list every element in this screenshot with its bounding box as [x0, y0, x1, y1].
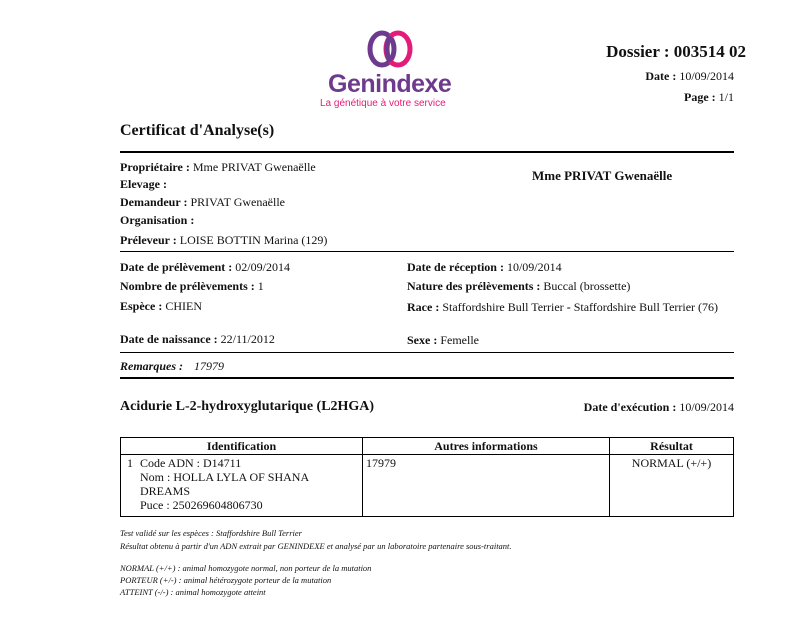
divider	[120, 377, 734, 379]
remarks-value: 17979	[194, 359, 224, 373]
divider	[120, 251, 734, 252]
race-value-a: Staffordshire Bull Terrier	[442, 300, 564, 314]
owner-line-proprietaire	[120, 160, 316, 175]
nombre-label: Nombre de prélèvements :	[120, 279, 255, 293]
nom-line2: DREAMS	[140, 484, 191, 498]
dossier-page-value: 1/1	[718, 90, 734, 104]
execution-date-value: 10/09/2014	[679, 400, 734, 414]
owner-line-preleveur	[120, 233, 327, 248]
header-autres-informations: Autres informations	[363, 438, 610, 455]
note-obtained: Résultat obtenu à partir d'un ADN extrait par GENINDEXE et analysé par un laboratoire partenaire sous-traitant.	[120, 541, 512, 551]
execution-date-label: Date d'exécution :	[583, 400, 677, 414]
dossier-date-label: Date :	[645, 69, 677, 83]
remarks-label: Remarques :	[120, 359, 183, 373]
dossier-page	[684, 90, 734, 105]
resultat-cell: NORMAL (+/+)	[610, 455, 734, 517]
nature-value: Buccal (brossette)	[543, 279, 631, 293]
race-value-c: (76)	[698, 300, 719, 314]
naissance-label: Date de naissance :	[120, 332, 218, 346]
espece-value: CHIEN	[165, 299, 202, 313]
date-prelevement	[120, 260, 290, 275]
note-validated: Test validé sur les espèces : Staffordshire Bull Terrier	[120, 528, 302, 538]
sexe	[407, 333, 479, 348]
nature-label: Nature des prélèvements :	[407, 279, 541, 293]
elevage-label: Elevage :	[120, 177, 167, 191]
espece-label: Espèce :	[120, 299, 163, 313]
results-table	[120, 437, 734, 517]
certificate-title: Certificat d'Analyse(s)	[120, 122, 275, 139]
legend-normal: NORMAL (+/+) : animal homozygote normal, non porteur de la mutation	[120, 563, 372, 573]
execution-date	[584, 400, 734, 415]
naissance-value: 22/11/2012	[220, 332, 275, 346]
proprietaire-label: Propriétaire :	[120, 160, 190, 174]
date-prelevement-value: 02/09/2014	[235, 260, 290, 274]
remarks	[120, 359, 224, 374]
code-adn: Code ADN : D14711	[140, 456, 242, 470]
legend-atteint: ATTEINT (-/-) : animal homozygote atteint	[120, 587, 266, 597]
dossier-page-label: Page :	[684, 90, 716, 104]
row-number: 1	[127, 456, 133, 470]
organisation-label: Organisation :	[120, 213, 195, 227]
divider	[120, 352, 734, 353]
race-label: Race :	[407, 300, 440, 314]
autres-informations-cell: 17979	[363, 455, 610, 517]
date-reception	[407, 260, 562, 275]
logo-tagline: La génétique à votre service	[320, 98, 446, 109]
race-value-b: Staffordshire Bull Terrier	[573, 300, 696, 314]
date-reception-label: Date de réception :	[407, 260, 504, 274]
nature-prelevements	[407, 279, 630, 294]
race	[407, 299, 734, 315]
sexe-value: Femelle	[440, 333, 479, 347]
date-naissance	[120, 332, 275, 347]
dossier-date	[645, 69, 734, 84]
race-separator: -	[566, 300, 571, 314]
table-row	[121, 455, 734, 517]
sexe-label: Sexe :	[407, 333, 438, 347]
date-reception-value: 10/09/2014	[506, 260, 562, 274]
divider	[120, 151, 734, 153]
dossier-number: Dossier : 003514 02	[606, 42, 746, 61]
nom-line1: Nom : HOLLA LYLA OF SHANA	[140, 470, 310, 484]
puce: Puce : 250269604806730	[140, 498, 263, 512]
header-resultat: Résultat	[610, 438, 734, 455]
nombre-value: 1	[257, 279, 264, 293]
analysis-title: Acidurie L-2-hydroxyglutarique (L2HGA)	[120, 399, 375, 414]
owner-line-demandeur	[120, 195, 285, 210]
demandeur-value: PRIVAT Gwenaëlle	[190, 195, 285, 209]
genindexe-logo	[316, 26, 466, 110]
owner-line-organisation	[120, 213, 194, 228]
preleveur-value: LOISE BOTTIN Marina (129)	[179, 233, 328, 247]
nombre-prelevements	[120, 279, 264, 294]
header-identification: Identification	[121, 438, 363, 455]
espece	[120, 299, 202, 314]
address-name: Mme PRIVAT Gwenaëlle	[532, 168, 673, 183]
dossier-date-value: 10/09/2014	[679, 69, 734, 83]
owner-line-elevage	[120, 177, 167, 192]
date-prelevement-label: Date de prélèvement :	[120, 260, 233, 274]
proprietaire-value: Mme PRIVAT Gwenaëlle	[192, 160, 316, 174]
table-header-row	[121, 438, 734, 455]
legend-porteur: PORTEUR (+/-) : animal hétérozygote porteur de la mutation	[120, 575, 332, 585]
logo-wordmark: Genindexe	[328, 70, 452, 98]
preleveur-label: Préleveur :	[120, 233, 177, 247]
identification-cell	[121, 455, 363, 517]
demandeur-label: Demandeur :	[120, 195, 188, 209]
